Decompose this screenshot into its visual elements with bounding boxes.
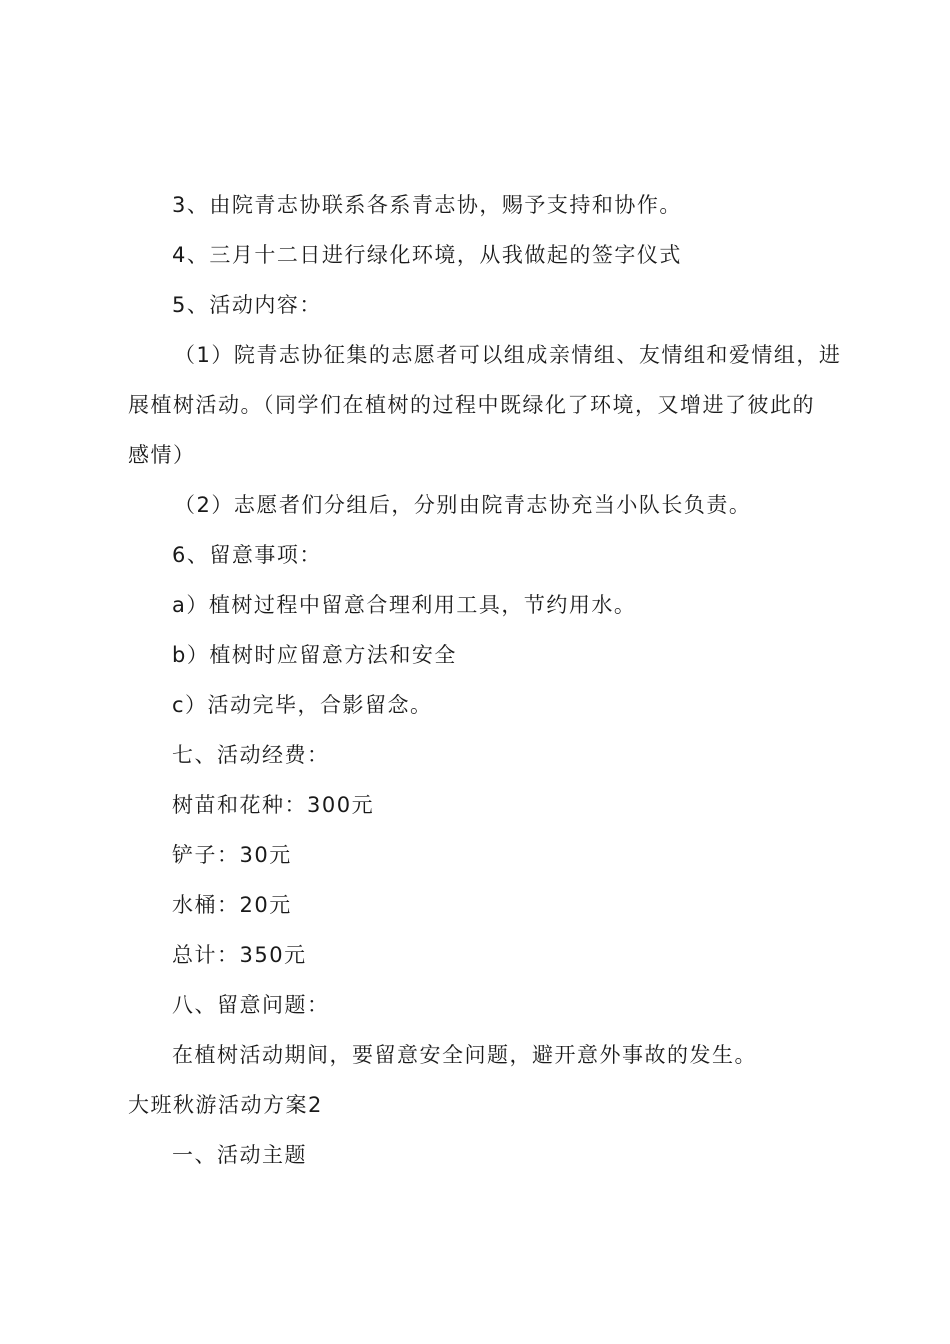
budget-shovels: 铲子：30元 <box>172 843 292 867</box>
paragraph-item-1-line-3: 感情） <box>128 443 196 467</box>
note-b: b）植树时应留意方法和安全 <box>172 643 457 667</box>
note-a: a）植树过程中留意合理利用工具，节约用水。 <box>172 593 637 617</box>
paragraph-item-1-line-2: 展植树活动。（同学们在植树的过程中既绿化了环境，又增进了彼此的 <box>128 393 815 417</box>
heading-notes: 6、留意事项： <box>172 543 322 567</box>
budget-total: 总计：350元 <box>172 943 307 967</box>
budget-seedlings: 树苗和花种：300元 <box>172 793 375 817</box>
paragraph-item-2: （2）志愿者们分组后，分别由院青志协充当小队长负责。 <box>174 493 752 517</box>
note-c: c）活动完毕，合影留念。 <box>172 693 433 717</box>
heading-caution: 八、留意问题： <box>172 993 330 1017</box>
heading-activity-theme: 一、活动主题 <box>172 1143 307 1167</box>
heading-budget: 七、活动经费： <box>172 743 330 767</box>
paragraph-item-1-line-1: （1）院青志协征集的志愿者可以组成亲情组、友情组和爱情组，进 <box>174 343 842 367</box>
paragraph-caution: 在植树活动期间，要留意安全问题，避开意外事故的发生。 <box>172 1043 757 1067</box>
paragraph-step-3: 3、由院青志协联系各系青志协，赐予支持和协作。 <box>172 193 682 217</box>
heading-activity-content: 5、活动内容： <box>172 293 322 317</box>
section-title-plan-2: 大班秋游活动方案2 <box>128 1093 323 1117</box>
budget-buckets: 水桶：20元 <box>172 893 292 917</box>
paragraph-step-4: 4、三月十二日进行绿化环境，从我做起的签字仪式 <box>172 243 682 267</box>
